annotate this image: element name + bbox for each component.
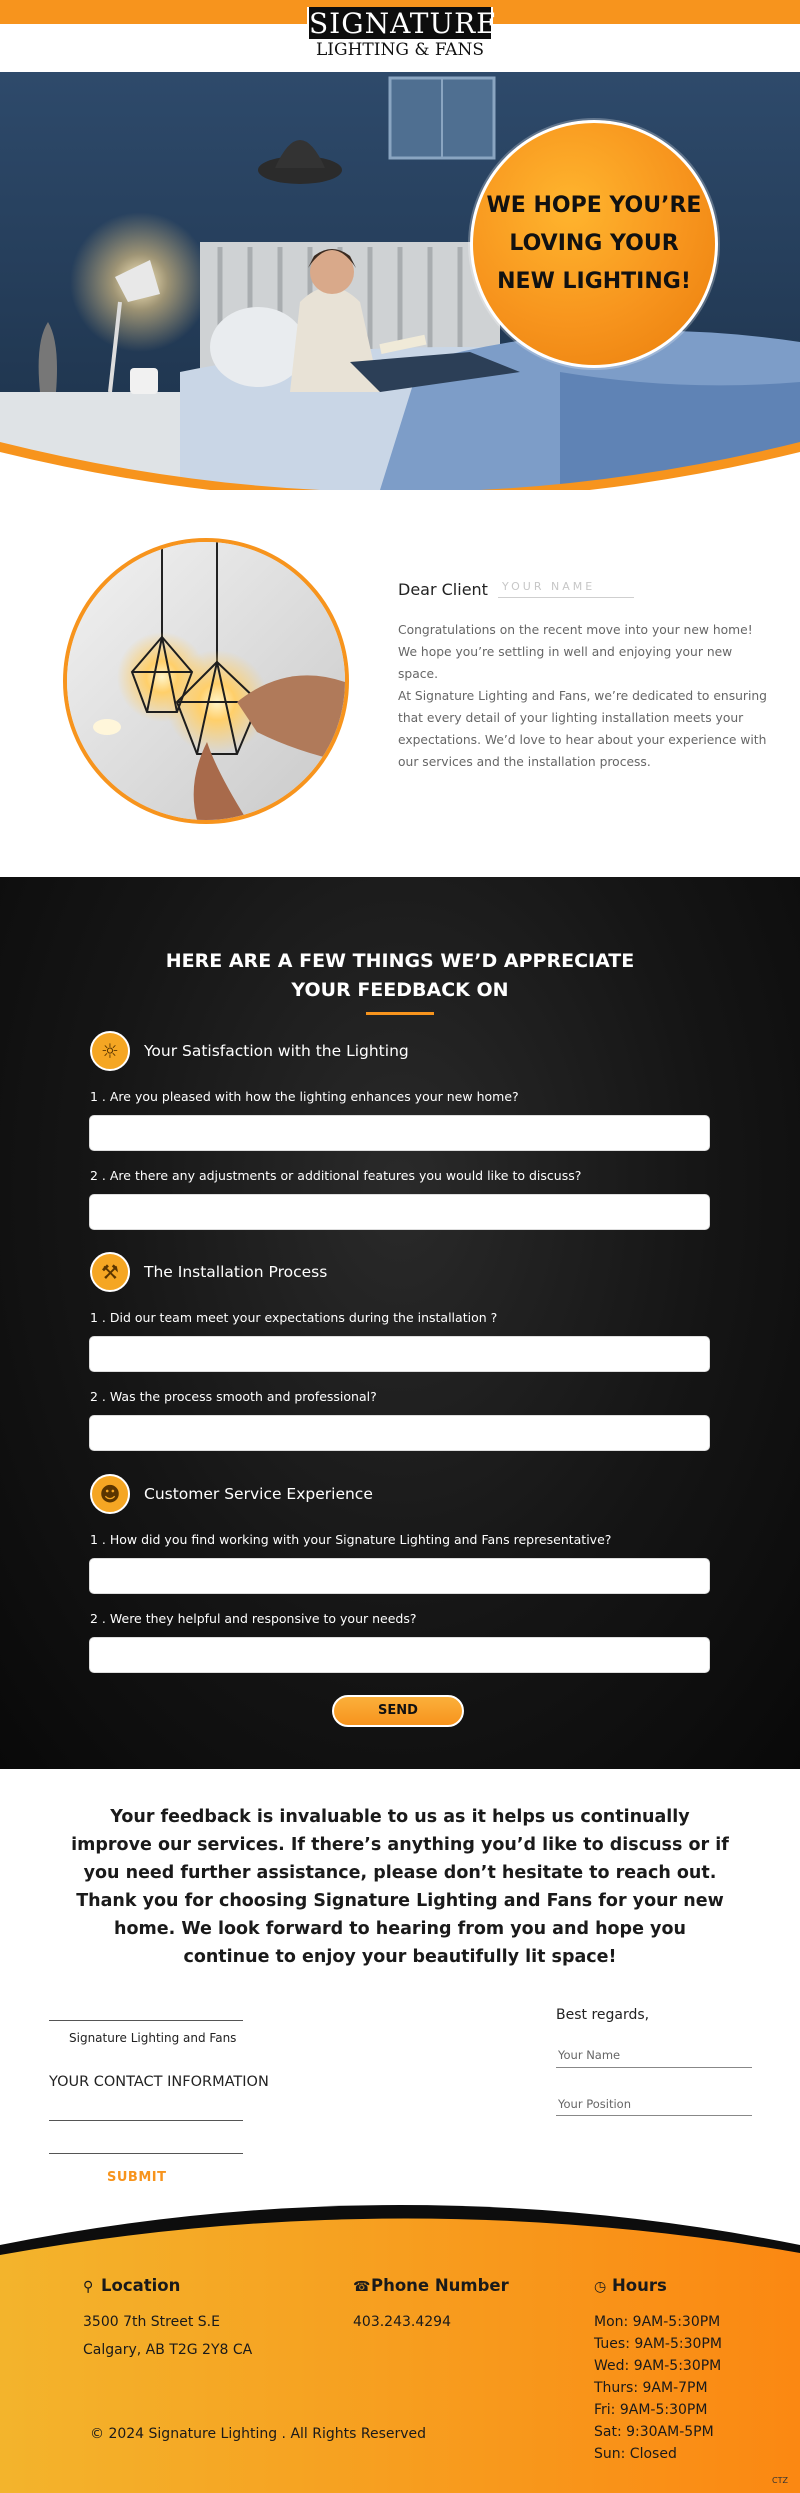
your-name-field[interactable]: Your Name (558, 2048, 621, 2062)
contact-field-2[interactable] (49, 2153, 243, 2154)
feedback-title-line2: YOUR FEEDBACK ON (291, 979, 509, 1001)
hours-row: Sat: 9:30AM-5PM (594, 2424, 714, 2440)
question-label: 1 . Did our team meet your expectations during the installation ? (90, 1310, 498, 1325)
customer-service-icon: ☻ (90, 1474, 130, 1514)
submit-button[interactable]: SUBMIT (107, 2170, 167, 2185)
signature-line (49, 2020, 243, 2021)
hours-list (594, 2311, 722, 2465)
answer-input[interactable] (89, 1336, 710, 1372)
logo-wordmark: SIGNATURE (309, 7, 498, 40)
phone-number[interactable]: 403.243.4294 (353, 2314, 451, 2330)
intro-paragraph-2: At Signature Lighting and Fans, we’re dedicated to ensuring that every detail of your lighting installation meets your expectations. We’d love to hear about your experience with our services and the installation process. (398, 689, 767, 769)
brand-logo[interactable] (307, 7, 498, 60)
question-label: 2 . Were they helpful and responsive to your needs? (90, 1611, 417, 1626)
location-heading (83, 2276, 180, 2295)
hours-row: Fri: 9AM-5:30PM (594, 2402, 708, 2418)
signoff-company: Signature Lighting and Fans (69, 2031, 237, 2045)
closing-paragraph-2: Thank you for choosing Signature Lighting and Fans for your new home. We look forward to hearing from you and hope you continue to enjoy your beautifully lit space! (76, 1891, 724, 1967)
map-pin-icon: ⚲ (83, 2279, 94, 2295)
section-title-installation: The Installation Process (144, 1263, 328, 1281)
question-label: 1 . How did you find working with your Signature Lighting and Fans representative? (90, 1532, 612, 1547)
hours-row: Sun: Closed (594, 2446, 677, 2462)
logo-tagline: LIGHTING & FANS (316, 40, 484, 60)
your-name-underline (556, 2067, 752, 2068)
hours-heading-label: Hours (612, 2276, 667, 2295)
answer-input[interactable] (89, 1637, 710, 1673)
send-button[interactable]: SEND (332, 1695, 464, 1727)
copyright: © 2024 Signature Lighting . All Rights Reserved (90, 2426, 427, 2442)
phone-heading (353, 2276, 509, 2295)
contact-info-heading: YOUR CONTACT INFORMATION (49, 2074, 269, 2090)
closing-paragraph-1: Your feedback is invaluable to us as it helps us continually improve our services. If there’s anything you’d like to discuss or if you need further assistance, please don’t hesitate to reach out. (71, 1807, 729, 1883)
answer-input[interactable] (89, 1115, 710, 1151)
location-heading-label: Location (101, 2276, 181, 2295)
regards-text: Best regards, (556, 2007, 650, 2023)
title-underline (366, 1012, 434, 1015)
question-label: 2 . Are there any adjustments or additional features you would like to discuss? (90, 1168, 582, 1183)
feedback-title (0, 947, 800, 1005)
phone-heading-label: Phone Number (371, 2276, 509, 2295)
answer-input[interactable] (89, 1415, 710, 1451)
your-position-underline (556, 2115, 752, 2116)
hours-row: Wed: 9AM-5:30PM (594, 2358, 722, 2374)
hours-row: Thurs: 9AM-7PM (594, 2380, 708, 2396)
lightbulb-icon: ☼ (90, 1031, 130, 1071)
corner-badge: CTZ (772, 2476, 788, 2485)
hero-headline-badge (470, 120, 718, 368)
question-label: 2 . Was the process smooth and professional? (90, 1389, 377, 1404)
answer-input[interactable] (89, 1558, 710, 1594)
hours-heading (594, 2276, 667, 2295)
tools-icon: ⚒ (90, 1252, 130, 1292)
feedback-form-section (0, 877, 800, 1769)
your-position-field[interactable]: Your Position (558, 2097, 631, 2111)
pendant-lights-photo (63, 538, 349, 824)
hours-row: Tues: 9AM-5:30PM (594, 2336, 722, 2352)
address-line-1: 3500 7th Street S.E (83, 2314, 220, 2330)
section-title-customer-service: Customer Service Experience (144, 1485, 373, 1503)
intro-paragraph-1: Congratulations on the recent move into your new home! We hope you’re settling in well and enjoying your new space. (398, 623, 753, 681)
contact-field-1[interactable] (49, 2120, 243, 2121)
question-label: 1 . Are you pleased with how the lighting enhances your new home? (90, 1089, 519, 1104)
greeting: Dear Client (398, 580, 488, 599)
address-line-2: Calgary, AB T2G 2Y8 CA (83, 2342, 253, 2358)
phone-icon: ☎ (353, 2279, 371, 2295)
feedback-title-line1: HERE ARE A FEW THINGS WE’D APPRECIATE (165, 950, 635, 972)
hero-headline: WE HOPE YOU’RE LOVING YOUR NEW LIGHTING! (486, 193, 702, 294)
clock-icon: ◷ (594, 2279, 607, 2295)
answer-input[interactable] (89, 1194, 710, 1230)
section-title-satisfaction: Your Satisfaction with the Lighting (144, 1042, 409, 1060)
client-name-input[interactable] (498, 576, 634, 598)
hero-banner (0, 72, 800, 490)
hours-row: Mon: 9AM-5:30PM (594, 2314, 721, 2330)
